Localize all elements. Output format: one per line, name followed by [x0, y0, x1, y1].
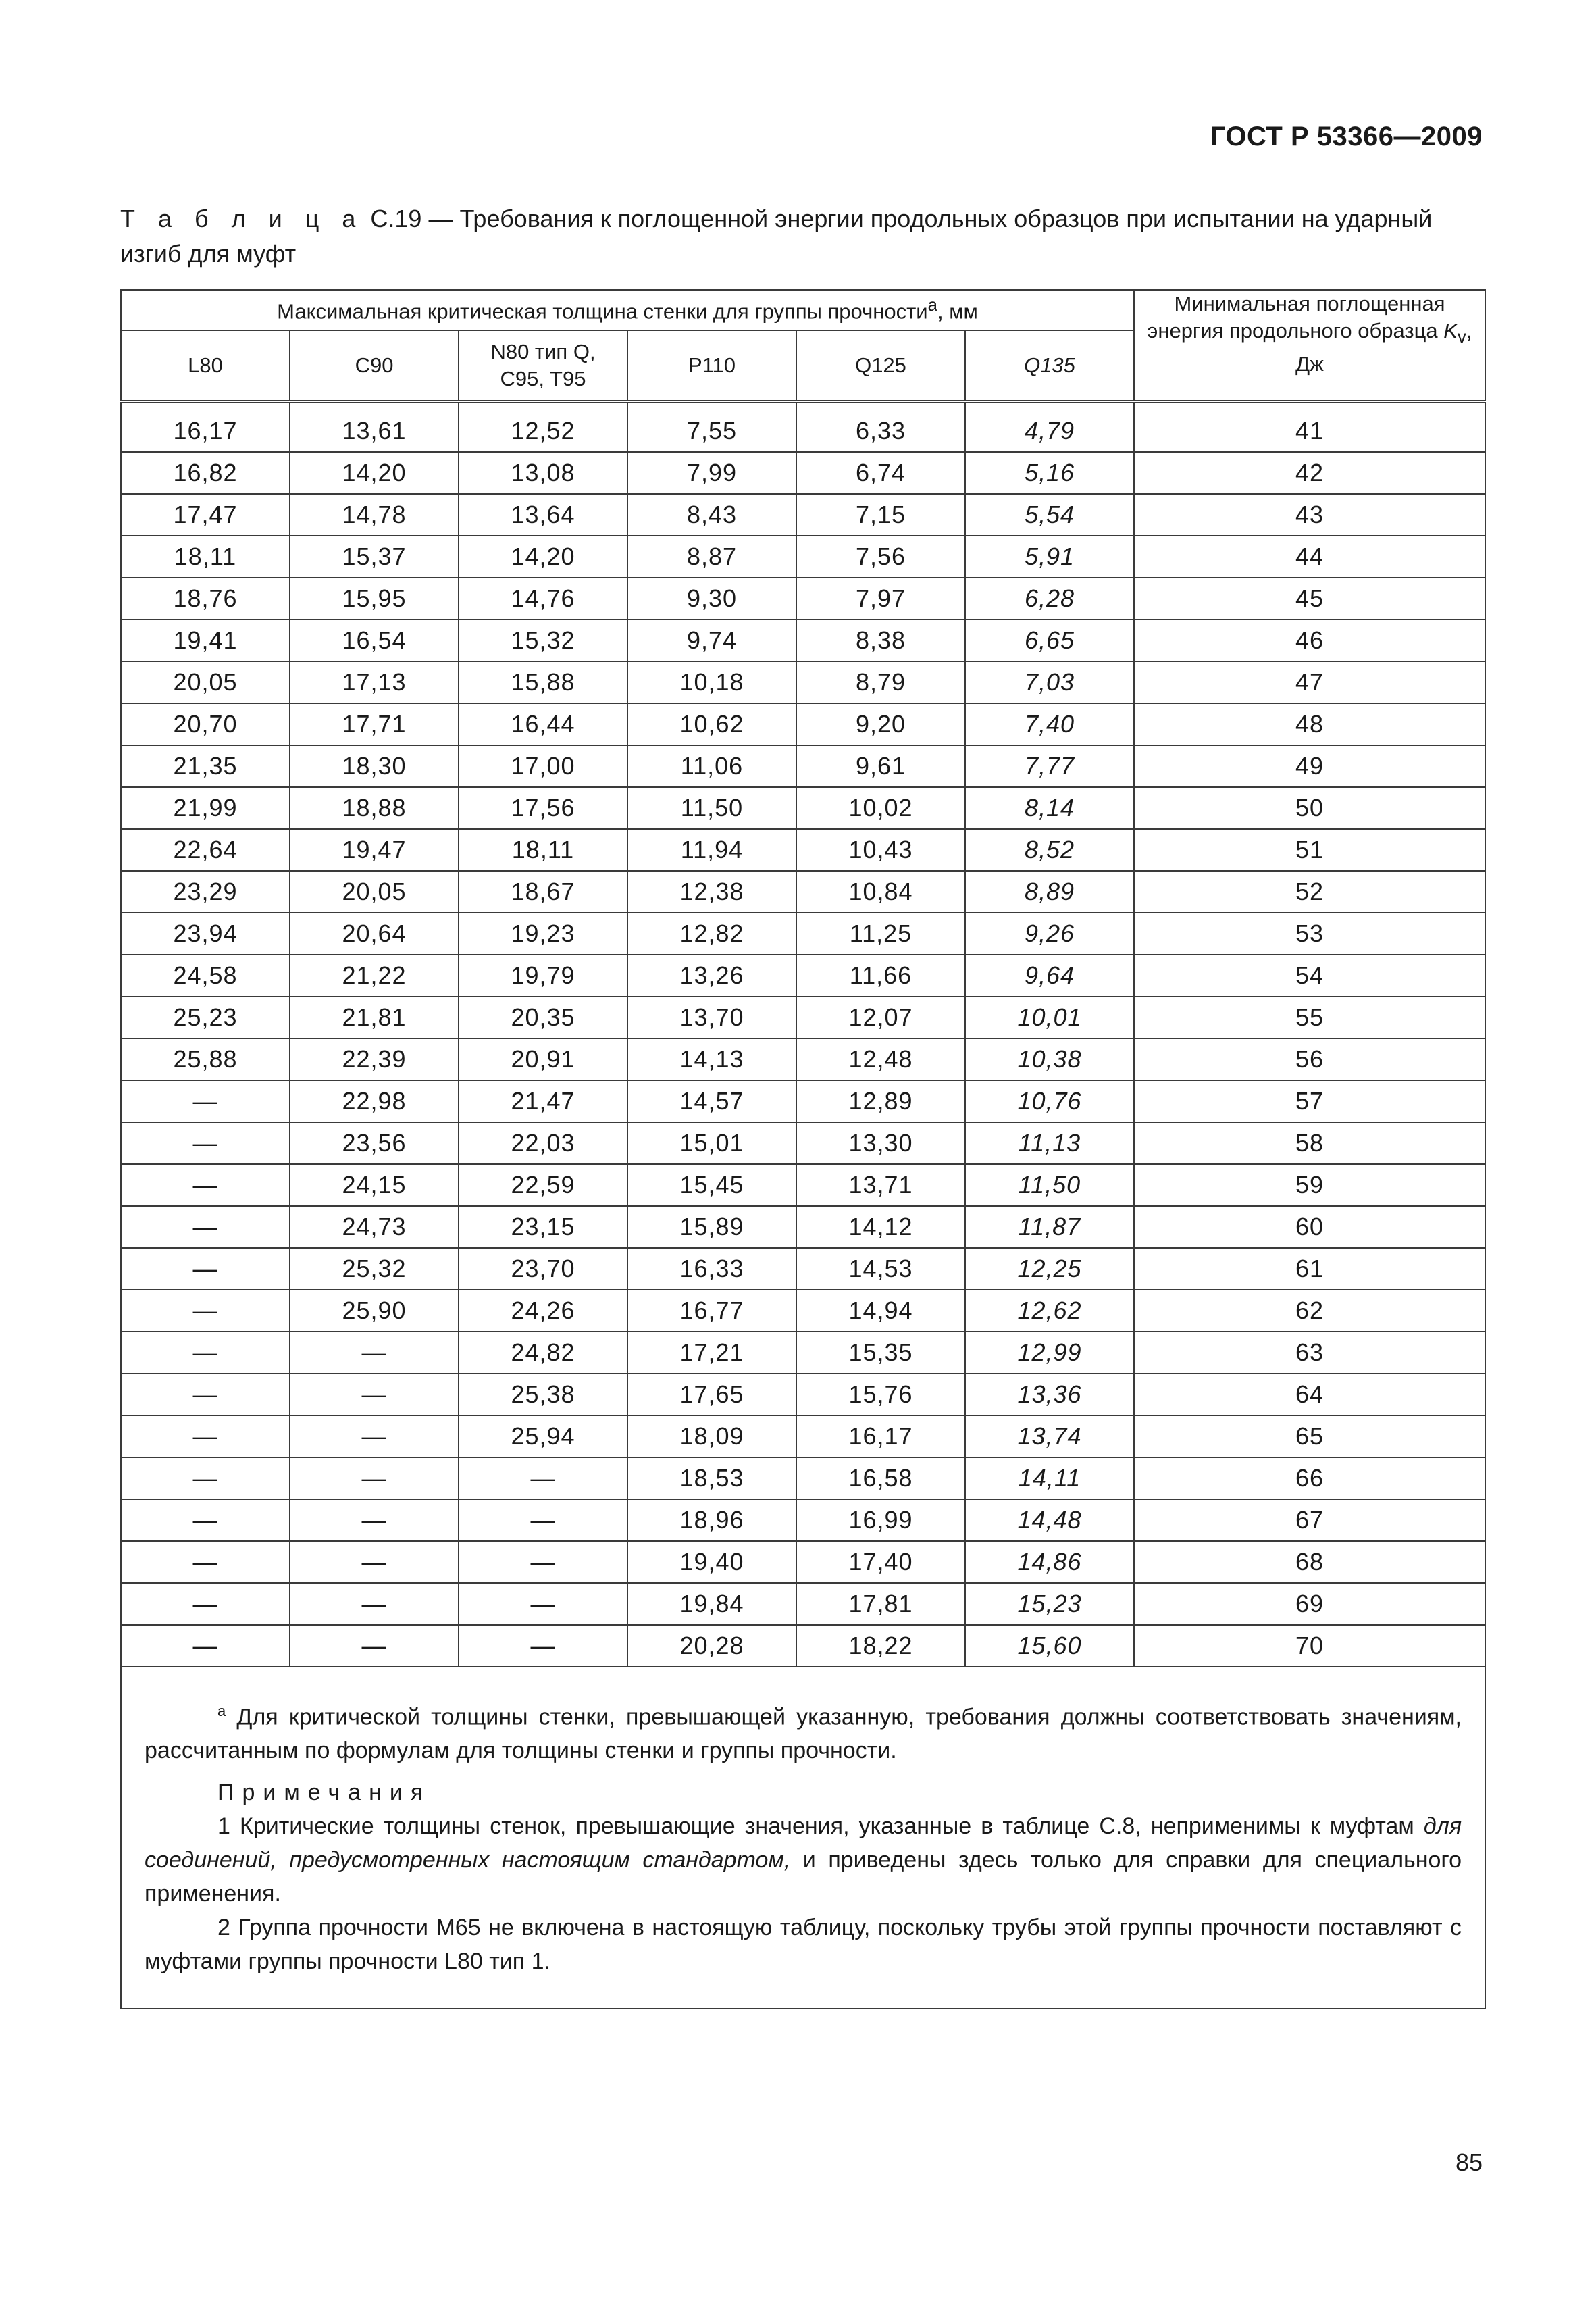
table-cell: 25,94	[459, 1415, 627, 1457]
table-cell: 9,61	[796, 745, 965, 787]
table-cell: 17,81	[796, 1583, 965, 1625]
table-cell: 17,00	[459, 745, 627, 787]
table-row	[121, 1541, 1485, 1583]
table-cell: 13,71	[796, 1164, 965, 1206]
table-row	[121, 1625, 1485, 1667]
note-1-text-italic: для соединений, предусмотренных настоящим стандартом,	[145, 1813, 1462, 1873]
table-cell: —	[459, 1625, 627, 1667]
table-cell: 6,74	[796, 452, 965, 494]
caption-text: С.19 — Требования к поглощенной энергии продольных образцов при испытании на ударный изгиб для муфт	[120, 205, 1433, 268]
table-cell: 59	[1134, 1164, 1485, 1206]
table-row	[121, 997, 1485, 1038]
table-cell: 16,82	[121, 452, 290, 494]
energy-table	[120, 289, 1486, 2009]
table-cell: 17,13	[290, 661, 459, 703]
table-cell: 15,88	[459, 661, 627, 703]
table-cell: 9,26	[965, 913, 1134, 955]
table-cell: 23,15	[459, 1206, 627, 1248]
table-cell: 16,58	[796, 1457, 965, 1499]
table-cell: 24,73	[290, 1206, 459, 1248]
table-row	[121, 829, 1485, 871]
table-cell: 20,05	[290, 871, 459, 913]
table-cell: 63	[1134, 1332, 1485, 1374]
table-cell: 25,38	[459, 1374, 627, 1415]
table-cell: 12,52	[459, 411, 627, 452]
table-cell: —	[290, 1374, 459, 1415]
table-cell: 12,89	[796, 1080, 965, 1122]
table-cell: 66	[1134, 1457, 1485, 1499]
table-cell: 42	[1134, 452, 1485, 494]
table-cell: 25,23	[121, 997, 290, 1038]
column-header-q135: Q135	[965, 330, 1134, 401]
table-cell: 25,90	[290, 1290, 459, 1332]
table-cell: 10,84	[796, 871, 965, 913]
column-header-c90: C90	[290, 330, 459, 401]
table-cell: —	[121, 1625, 290, 1667]
table-cell: 16,17	[796, 1415, 965, 1457]
table-cell: 20,64	[290, 913, 459, 955]
table-cell: 12,82	[627, 913, 796, 955]
table-cell: —	[121, 1206, 290, 1248]
table-cell: 8,38	[796, 620, 965, 661]
table-cell: 22,39	[290, 1038, 459, 1080]
table-cell: 64	[1134, 1374, 1485, 1415]
table-cell: 24,58	[121, 955, 290, 997]
table-cell: 20,91	[459, 1038, 627, 1080]
table-cell: —	[121, 1457, 290, 1499]
table-cell: —	[121, 1541, 290, 1583]
table-row	[121, 1080, 1485, 1122]
table-cell: —	[121, 1248, 290, 1290]
table-cell: 60	[1134, 1206, 1485, 1248]
table-cell: 14,57	[627, 1080, 796, 1122]
table-cell: 9,64	[965, 955, 1134, 997]
table-cell: —	[121, 1080, 290, 1122]
table-cell: 18,11	[459, 829, 627, 871]
table-cell: 55	[1134, 997, 1485, 1038]
table-row	[121, 1415, 1485, 1457]
table-cell: 11,25	[796, 913, 965, 955]
table-cell: 14,78	[290, 494, 459, 536]
table-cell: 24,26	[459, 1290, 627, 1332]
table-row	[121, 661, 1485, 703]
table-cell: 22,64	[121, 829, 290, 871]
table-cell: 19,84	[627, 1583, 796, 1625]
table-row	[121, 452, 1485, 494]
table-cell: —	[459, 1457, 627, 1499]
table-cell: —	[121, 1583, 290, 1625]
table-cell: —	[290, 1583, 459, 1625]
table-cell: 57	[1134, 1080, 1485, 1122]
table-cell: —	[290, 1457, 459, 1499]
table-row	[121, 787, 1485, 829]
table-cell: 46	[1134, 620, 1485, 661]
table-cell: —	[290, 1415, 459, 1457]
table-cell: 17,40	[796, 1541, 965, 1583]
table-cell: 10,01	[965, 997, 1134, 1038]
table-cell: 18,67	[459, 871, 627, 913]
table-cell: 15,23	[965, 1583, 1134, 1625]
table-cell: 65	[1134, 1415, 1485, 1457]
table-cell: 16,33	[627, 1248, 796, 1290]
table-cell: 21,81	[290, 997, 459, 1038]
column-header-q125: Q125	[796, 330, 965, 401]
table-cell: 15,01	[627, 1122, 796, 1164]
table-cell: 58	[1134, 1122, 1485, 1164]
table-cell: 11,87	[965, 1206, 1134, 1248]
table-cell: 11,13	[965, 1122, 1134, 1164]
table-cell: 21,22	[290, 955, 459, 997]
table-cell: 18,76	[121, 578, 290, 620]
table-cell: —	[121, 1374, 290, 1415]
table-cell: 19,23	[459, 913, 627, 955]
table-row	[121, 913, 1485, 955]
table-cell: 15,89	[627, 1206, 796, 1248]
table-cell: 45	[1134, 578, 1485, 620]
table-cell: 16,17	[121, 411, 290, 452]
table-cell: 17,56	[459, 787, 627, 829]
table-cell: —	[121, 1164, 290, 1206]
table-cell: 13,36	[965, 1374, 1134, 1415]
table-row	[121, 1499, 1485, 1541]
table-cell: 8,89	[965, 871, 1134, 913]
table-row	[121, 745, 1485, 787]
table-cell: 14,94	[796, 1290, 965, 1332]
table-cell: 14,12	[796, 1206, 965, 1248]
table-cell: 16,54	[290, 620, 459, 661]
table-row	[121, 1164, 1485, 1206]
table-cell: 11,66	[796, 955, 965, 997]
table-cell: 68	[1134, 1541, 1485, 1583]
table-cell: 15,95	[290, 578, 459, 620]
table-cell: 22,59	[459, 1164, 627, 1206]
table-cell: 23,70	[459, 1248, 627, 1290]
table-cell: 21,47	[459, 1080, 627, 1122]
table-cell: 14,76	[459, 578, 627, 620]
table-cell: 11,06	[627, 745, 796, 787]
table-cell: 14,48	[965, 1499, 1134, 1541]
table-row	[121, 1374, 1485, 1415]
table-cell: 50	[1134, 787, 1485, 829]
table-cell: 62	[1134, 1290, 1485, 1332]
table-cell: 13,26	[627, 955, 796, 997]
table-cell: 23,94	[121, 913, 290, 955]
table-row	[121, 578, 1485, 620]
table-cell: 15,45	[627, 1164, 796, 1206]
table-cell: 12,38	[627, 871, 796, 913]
table-cell: 13,08	[459, 452, 627, 494]
table-cell: 11,94	[627, 829, 796, 871]
table-cell: 10,18	[627, 661, 796, 703]
table-cell: —	[459, 1499, 627, 1541]
table-cell: 20,35	[459, 997, 627, 1038]
table-cell: 17,47	[121, 494, 290, 536]
table-cell: —	[121, 1122, 290, 1164]
table-cell: 25,88	[121, 1038, 290, 1080]
table-cell: 52	[1134, 871, 1485, 913]
table-row	[121, 1583, 1485, 1625]
table-cell: 24,82	[459, 1332, 627, 1374]
table-cell: 13,74	[965, 1415, 1134, 1457]
table-cell: 8,87	[627, 536, 796, 578]
table-row	[121, 1457, 1485, 1499]
table-cell: 49	[1134, 745, 1485, 787]
table-cell: 14,13	[627, 1038, 796, 1080]
table-cell: 10,38	[965, 1038, 1134, 1080]
table-cell: 19,40	[627, 1541, 796, 1583]
table-cell: 7,99	[627, 452, 796, 494]
table-cell: 7,77	[965, 745, 1134, 787]
table-cell: 15,37	[290, 536, 459, 578]
table-cell: 16,99	[796, 1499, 965, 1541]
table-cell: 12,25	[965, 1248, 1134, 1290]
table-row	[121, 494, 1485, 536]
table-cell: 7,97	[796, 578, 965, 620]
table-cell: 70	[1134, 1625, 1485, 1667]
header-separator	[121, 401, 1485, 411]
table-cell: —	[121, 1290, 290, 1332]
page-number: 85	[1455, 2148, 1483, 2176]
table-cell: 18,22	[796, 1625, 965, 1667]
table-cell: 6,28	[965, 578, 1134, 620]
table-cell: 11,50	[965, 1164, 1134, 1206]
note-1	[145, 1809, 1462, 1911]
table-row	[121, 1290, 1485, 1332]
table-cell: 7,03	[965, 661, 1134, 703]
table-row	[121, 536, 1485, 578]
table-body	[121, 401, 1485, 1667]
energy-header-k: K	[1443, 319, 1458, 343]
table-cell: 5,54	[965, 494, 1134, 536]
group-header	[121, 290, 1134, 330]
table-cell: 16,44	[459, 703, 627, 745]
table-cell: 18,88	[290, 787, 459, 829]
caption-prefix: Т а б л и ц а	[120, 205, 364, 232]
table-cell: 19,79	[459, 955, 627, 997]
table-cell: 18,09	[627, 1415, 796, 1457]
table-cell: 18,96	[627, 1499, 796, 1541]
table-cell: 18,53	[627, 1457, 796, 1499]
table-cell: —	[290, 1625, 459, 1667]
table-cell: 25,32	[290, 1248, 459, 1290]
notes-cell	[121, 1667, 1485, 2009]
table-cell: 10,76	[965, 1080, 1134, 1122]
table-cell: 12,99	[965, 1332, 1134, 1374]
note-2: 2 Группа прочности М65 не включена в настоящую таблицу, поскольку трубы этой группы прочности поставляют с муфтами группы прочности L80 тип 1.	[145, 1915, 1462, 1975]
table-cell: 17,65	[627, 1374, 796, 1415]
table-cell: 19,41	[121, 620, 290, 661]
table-row	[121, 1038, 1485, 1080]
table-cell: 23,56	[290, 1122, 459, 1164]
table-cell: 20,05	[121, 661, 290, 703]
table-cell: 10,62	[627, 703, 796, 745]
table-cell: 23,29	[121, 871, 290, 913]
energy-header-unit: , Дж	[1295, 319, 1472, 376]
table-cell: 11,50	[627, 787, 796, 829]
table-cell: 48	[1134, 703, 1485, 745]
table-cell: 21,35	[121, 745, 290, 787]
table-cell: 15,76	[796, 1374, 965, 1415]
table-cell: 54	[1134, 955, 1485, 997]
table-cell: 17,21	[627, 1332, 796, 1374]
notes-row	[121, 1667, 1485, 2009]
table-row	[121, 411, 1485, 452]
table-cell: 43	[1134, 494, 1485, 536]
table-cell: —	[121, 1415, 290, 1457]
table-cell: 5,16	[965, 452, 1134, 494]
table-cell: 15,60	[965, 1625, 1134, 1667]
table-row	[121, 955, 1485, 997]
table-cell: 14,20	[290, 452, 459, 494]
table-cell: 6,33	[796, 411, 965, 452]
column-header-l80: L80	[121, 330, 290, 401]
table-row	[121, 620, 1485, 661]
table-cell: —	[459, 1541, 627, 1583]
note-1-text-a: 1 Критические толщины стенок, превышающие значения, указанные в таблице С.8, неприменимы к муфтам	[217, 1813, 1424, 1840]
table-cell: 67	[1134, 1499, 1485, 1541]
table-cell: 12,62	[965, 1290, 1134, 1332]
table-cell: 9,20	[796, 703, 965, 745]
column-header-n80-line2: C95, T95	[500, 367, 586, 391]
energy-header	[1134, 290, 1485, 401]
table-cell: 56	[1134, 1038, 1485, 1080]
table-cell: 14,86	[965, 1541, 1134, 1583]
table-row	[121, 1332, 1485, 1374]
table-cell: 8,79	[796, 661, 965, 703]
table-cell: —	[290, 1499, 459, 1541]
table-cell: 9,30	[627, 578, 796, 620]
table-cell: 15,35	[796, 1332, 965, 1374]
table-cell: 10,43	[796, 829, 965, 871]
table-cell: 9,74	[627, 620, 796, 661]
table-cell: 5,91	[965, 536, 1134, 578]
table-cell: 24,15	[290, 1164, 459, 1206]
table-cell: 7,56	[796, 536, 965, 578]
table-cell: 16,77	[627, 1290, 796, 1332]
table-caption	[120, 201, 1485, 272]
table-cell: 14,11	[965, 1457, 1134, 1499]
group-header-unit: , мм	[937, 299, 978, 324]
note-1-text-b: и приведены здесь только для справки для специального применения.	[145, 1847, 1462, 1907]
table-cell: 69	[1134, 1583, 1485, 1625]
table-cell: 8,52	[965, 829, 1134, 871]
column-header-p110: P110	[627, 330, 796, 401]
table-cell: 41	[1134, 411, 1485, 452]
column-header-n80-line1: N80 тип Q,	[490, 340, 596, 363]
table-cell: —	[290, 1332, 459, 1374]
table-cell: 21,99	[121, 787, 290, 829]
table-cell: 7,40	[965, 703, 1134, 745]
table-cell: 10,02	[796, 787, 965, 829]
table-cell: 53	[1134, 913, 1485, 955]
notes-title: Примечания	[217, 1780, 432, 1806]
table-cell: 18,30	[290, 745, 459, 787]
table-row	[121, 871, 1485, 913]
table-row	[121, 1206, 1485, 1248]
table-cell: 20,28	[627, 1625, 796, 1667]
energy-header-sub: v	[1457, 328, 1466, 347]
table-cell: 13,64	[459, 494, 627, 536]
group-header-text: Максимальная критическая толщина стенки для группы прочности	[277, 299, 928, 324]
table-cell: 47	[1134, 661, 1485, 703]
energy-header-text: Минимальная поглощенная энергия продольного образца	[1147, 292, 1445, 343]
table-cell: 7,15	[796, 494, 965, 536]
table-cell: 61	[1134, 1248, 1485, 1290]
table-cell: 44	[1134, 536, 1485, 578]
column-header-n80	[459, 330, 627, 401]
table-row	[121, 1248, 1485, 1290]
group-header-sup: a	[927, 296, 937, 316]
table-row	[121, 703, 1485, 745]
table-cell: —	[459, 1583, 627, 1625]
table-cell: 13,30	[796, 1122, 965, 1164]
footnote-mark: a	[217, 1703, 226, 1719]
table-cell: 22,03	[459, 1122, 627, 1164]
table-cell: 13,70	[627, 997, 796, 1038]
table-cell: 15,32	[459, 620, 627, 661]
table-cell: 14,20	[459, 536, 627, 578]
table-cell: 18,11	[121, 536, 290, 578]
table-cell: —	[290, 1541, 459, 1583]
table-cell: 22,98	[290, 1080, 459, 1122]
table-cell: 14,53	[796, 1248, 965, 1290]
table-cell: 8,14	[965, 787, 1134, 829]
table-cell: —	[121, 1332, 290, 1374]
table-cell: 17,71	[290, 703, 459, 745]
table-row	[121, 1122, 1485, 1164]
table-cell: 12,07	[796, 997, 965, 1038]
footnote	[145, 1694, 1462, 1767]
table-cell: 6,65	[965, 620, 1134, 661]
table-cell: 51	[1134, 829, 1485, 871]
table-cell: 8,43	[627, 494, 796, 536]
table-cell: 20,70	[121, 703, 290, 745]
document-id: ГОСТ Р 53366—2009	[1210, 122, 1483, 151]
table-cell: 19,47	[290, 829, 459, 871]
footnote-text: Для критической толщины стенки, превышающей указанную, требования должны соответствовать значениям, рассчитанным по формулам для толщины стенки и группы прочности.	[145, 1704, 1462, 1764]
table-cell: 13,61	[290, 411, 459, 452]
table-cell: 12,48	[796, 1038, 965, 1080]
table-cell: 7,55	[627, 411, 796, 452]
table-cell: 4,79	[965, 411, 1134, 452]
table-cell: —	[121, 1499, 290, 1541]
